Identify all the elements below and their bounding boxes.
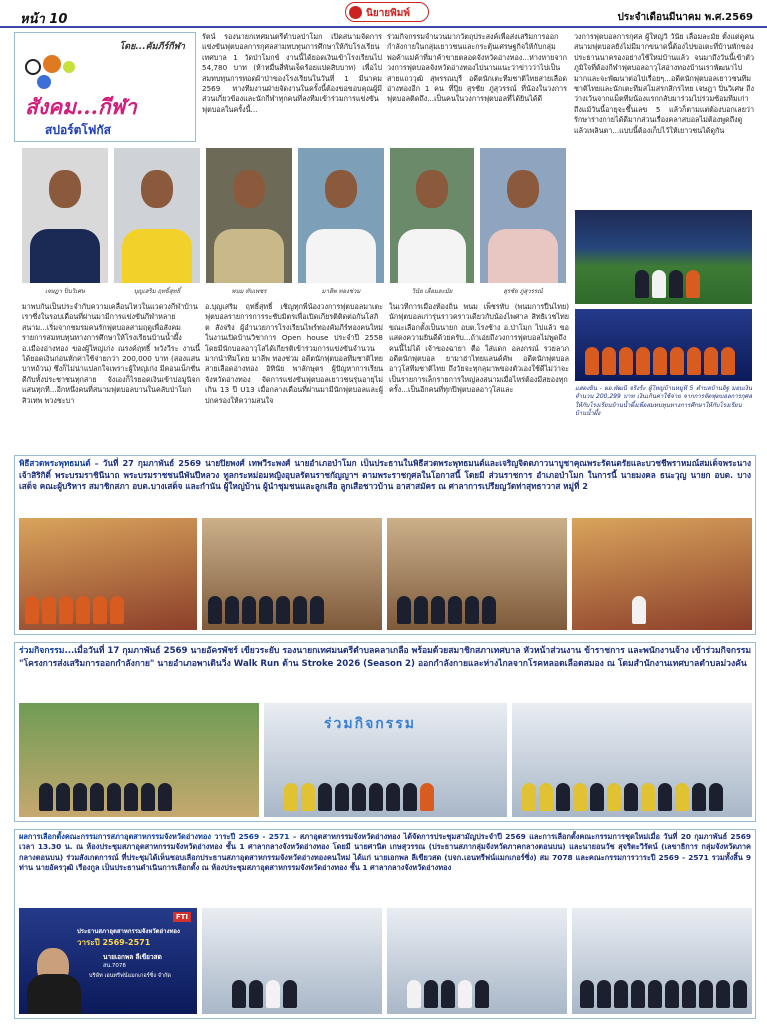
donation-caption: แสดงยิน - ผอ.พัฒนิ์ จริงร้ะ ผู้ใหญ่บ้านหมู่ที่ 5 ตำบลบ้านอิฐ มอบเงินจำนวน 200,299 บาท เงินเกินค่าใช้จ่าย จากการจัดฟุตบอลการกุศลให้กับโรงเรียนบ้านน้ำผึ้งเพื่อสมทบทุนทางการศึกษาให้กับโรงเรียนบ้านน้ำผึ้ง [575,385,752,418]
logo-text: นิยายพิมพ์ [366,8,410,19]
football-icon [25,59,41,75]
donation-photo [575,210,752,304]
portrait-caption: เจษฎา ปิ่นวิเศษ [45,288,85,295]
portrait-caption: บุญเสริม ฤทธิ์สุทธิ์ [133,288,181,295]
news-section-ceremony [14,455,756,635]
portrait-caption: สุรชัย ภู่สุวรรณ์ [503,288,543,295]
article-intro-text: รัตน์ รองนายกเทศมนตรีตำบลป่าโมก เปิดสนามจัดการแข่งขันฟุตบอลการกุศลสามทบทุนการศึกษาให้กับโรงเรียนเทศบาล 1 วัดป่าโมกข์ งานนี้ได้ยอดเงินเข้าโรงเรียนไป 54,780 บาท (ห้าหมื่นสี่พันเจ็ดร้อยแปดสิบบาท) เพื่อไปสมทบทุนการทอดผ้าป่าของโรงเรียนในวันที่ 1 มีนาคม 2569 ทางทีมงานฝ่ายจัดงานในครั้งนี้ต้องขอขอบคุณผู้มีส่วนเกี่ยวข้องและนักกีฬาทุกคนที่ลงทีมเข้าร่วมการแข่งขันฟุตบอลในครั้งนี้... [202,32,382,114]
news-section-election [14,829,756,1019]
walkrun-photo [512,703,752,817]
banner-text: ร่วมกิจกรรม [324,716,417,732]
page-header [0,0,767,28]
section-lead: ร่วมกิจกรรม... [19,646,75,656]
logo-emblem-icon [349,6,362,19]
basketball-icon [43,55,61,73]
portrait-photo [480,148,566,283]
article-column-2: ร่วมกิจกรรมจำนวนมากวัตถุประสงค์เพื่อส่งเสริมการออกกำลังกายในกลุ่มเยาวชนและกระตุ้นเศรษฐกิจให้กับกลุ่มพ่อค้าแม่ค้าที่มาค้าขายตลอดจังหวัดอ่างทอง...ห่างหายจากวงการฟุตบอลจังหวัดอ่างทองไปนานแนะว่าข่าวว่าไปเป็นสายแถววุฒิ สุพรรณบุรี อดีตนักเตะทีมชาติไทยสายเลือดอ่างทองอีก 1 คน ที่ปุ๊ย สุรชัย ภู่สุวรรณ์ ที่น้องในวงการฟุตบอลติดถึง...เป็นคนในวงการฟุตบอลที่ได้ยินได้ดี [387,32,567,104]
issue-date: ประจำเดือนมีนาคม พ.ศ.2569 [617,12,753,23]
section-lead: พิธีสวดพระพุทธมนต์ [19,458,91,468]
page-number: หน้า 10 [20,12,68,27]
article-column-4: มาพบกันเป็นประจำกับความเคลื่อนไหวในแวดวงกีฬาบ้านเราซึ่งในรอบเดือนที่ผ่านมามีการแข่งขันกีฬาหลายสนาม...เริ่มจากชมรมคนรักฟุตบอลสามฤดูเพื่อสังคม รายการสมทบทุนทางการศึกษาให้โรงเรียนบ้านน้ำผึ้ง อ.เมืองอ่างทอง ของผู้ใหญ่เก่ง ณรงค์ฤทธิ์ พวังวีระ งานนี้ได้ยอดเงินก่อนหักค่าใช้จ่ายกว่า 200,000 บาท (สองแสนบาทถ้วน) ซึ่งก็ไม่น่าแปลกใจเพราะผู้ใหญ่เก่ง มีคอนเน็กชั่นดีกับทั้งประชาชนทุกสาย จังเองก็ไรยอดเงินเข้าบ่อมูนิจกแสนทุกที...อีกหนึ่งคนที่สนามฟุตบอลบานในคลับป่าโมก สิวเทพ พวงชะบา [22,302,200,405]
portrait-photo [390,148,474,283]
fti-logo: FTI [173,912,191,922]
section-headline [15,830,755,902]
meeting-photo [202,908,382,1014]
ceremony-photo [387,518,567,630]
article-column-5: อ.บุญเสริม ฤทธิ์สุทธิ์ เชิญทุกพี่น้องวงการฟุตบอลมาเตะฟุตบอลรายการการระชับมิตรเพื่อเปิดเกียรติติดต่อกันโสภิต สังจริง ผู้อำนวยการโรงเรียนไพร์ทองคัมภีร์ทองคนใหม่ ในงานเปิดบ้านวิชาการ Open house ประจำปี 2558 โดยมีนักบอลอาวุโสได้เกียรติเข้าร่วมการแข่งขันจำนวนมากนำทีมโดย มาลีพ ทองช่วม อดีตนักฟุตบอลทีมชาติไทยสายเลือดอ่างทอง อิทินัย พาลักษุตร ผู้ปัญหาการเรียนจังหวัดอ่างทอง จัดการแข่งขันฟุตบอลเยาวชนรุ่นอายุไม่เกิน 13 ปี U13 เมื่อกลางเดือนที่ผ่านมามีนักฟุตบอลและผู้ปกครองให้ความสนใจ [205,302,383,405]
card-title: ประธานสภาอุตสาหกรรมจังหวัดอ่างทอง [77,928,180,935]
column-title: สังคม...กีฬา [25,94,137,119]
card-code: สน.7078 [103,963,126,969]
card-term: วาระปี 2569-2571 [77,938,151,947]
portrait-photo [206,148,292,283]
section-lead: ผลการเลือกตั้งคณะกรรมการสภาอุตสาหกรรมจังหวัดอ่างทอง วาระปี 2569 - 2571 [19,832,290,841]
section-headline [15,456,755,512]
team-photo [575,309,752,381]
section-headline [15,643,755,697]
news-section-walkrun [14,642,756,822]
card-company: บริษัท เอนทรีฟน์แมกเกอร์ซิ่ง จำกัด [89,973,171,979]
sports-icons [23,55,83,95]
portrait-photo [114,148,200,283]
section-text: – สภาอุตสาหกรรมจังหวัดอ่างทอง ได้จัดการประชุมสามัญประจำปี 2569 และการเลือกตั้งคณะกรรมการชุดใหม่เมื่อ วันที่ 20 กุมภาพันธ์ 2569 เวลา 13.30 น. ณ ห้องประชุมสภาอุตสาหกรรมจังหวัดอ่างทอง ชั้น 1 ศาลากลางจังหวัดอ่างทอง โดยมี นายศานิต เกษสุวรรณ (ประธานสภากลุ่มจังหวัดภาคกลางตอนบน) และนายอนวัช สุจริตะวิรัตน์ (เลขาธิการ กลุ่มจังหวัดภาคกลางตอนบน) ร่วมสังเกตการณ์ ที่ประชุมได้เห็นชอบเลือกประธานสภาอุตสาหกรรมจังหวัดอ่างทองคนใหม่ ได้แก่ นายเอกพล ลีเขียวสด (บจก.เอนทรีฟน์แมกเกอร์ซิ่ง) สม 7078 และคณะกรรมการวาระปี 2569 - 2571 รวมทั้งสิ้น 9 ท่าน นายอัครวุฒิ เรืองกูล เป็นประธานดำเนินการเลือกตั้ง ณ ห้องประชุมสภาอุตสาหกรรมจังหวัดอ่างทอง ชั้น 1 ศาลากลางจังหวัดอ่างทอง [19,832,751,873]
card-name: นายเอกพล ลีเขียวสด [103,953,162,961]
article-column-6: ในเวทีการเมืองท้องถิ่น พนม เพ็ชรทับ (พนมการปืนไทย) นักฟุตบอลเก่ารุ่นราวคราวเดียวกับน้องไพศาล สิทธิเวชไทย ขณะเลือกตั้งเป็นนายก อบต.โรงช้าง อ.ป่าโมก ไปแล้ว ขอแสดงความยินดีด้วยครับ...ถ้าเอ่ยถึงวงการฟุตบอลไม่พูดถึงคนนี้ไม่ได้ เจ้าของฉายา ตือ ใส่แดก อลงกรณ์ รวยลาภ อดีตนักฟุตบอล ยามาฮ่าไทยแลนด์คัพ อดีตนักฟุตบอลอาวุโสทีมชาติไทย ถึงวัยจะทุกลุมาพของตัวเองใช้ดีไม่ว่าจะเป็นรายการเล็กรายการใหญ่ลงสนามเมื่อไหร่ต้องมีสยองทุกครั้ง...เป็นอีกคนที่ทุกปีฟุตบอลอาวุโสและ [389,302,569,395]
newspaper-logo [345,2,429,22]
section-text: – วันที่ 27 กุมภาพันธ์ 2569 นายปิยพงศ์ เทพวีระพงศ์ นายอำเภอป่าโมก เป็นประธานในพิธีสวดพระพุทธมนต์และเจริญจิตตภาวนาบูชาคุณพระรัตนตรัยและบวชชีพราหมณ์สมเด็จพระนางเจ้าสิริกิติ์ พระบรมราชินีนาถ พระบรมราชชนนีพันปีหลวง ทูลกระหม่อมหญิงอุบลรัตนราชกัญญาฯ ตามพระราชกุศลในโอกาสนี้ โดยมี ส่วนราชการ อำเภอป่าโมก ในการนี้ นายมงคล ธนะวุญ นายก อบต. บางเสด็จ คณะผู้บริหาร สมาชิกสภา อบต.บางเสด็จ และกำนัน ผู้ใหญ่บ้าน ผู้นำชุมชนและลูกเสือ ลูกเสือชาวบ้าน อาสาสมัคร ณ ศาลาการเปรียญวัดท่าสุทธาวาส หมู่ที่ 2 [19,458,751,491]
group-photo [572,908,752,1014]
meeting-photo [387,908,567,1014]
portrait-photo [22,148,108,283]
walkrun-photo [264,703,507,817]
tennis-ball-icon [63,61,75,73]
column-byline: โดย...คัมภีร์กีฬา [119,42,185,52]
column-subtitle: สปอร์ตโฟกัส [45,123,111,137]
article-column-3: วงการฟุตบอลการกุศล ผู้ใหญ่วิ วันัย เลื่อมละมัย ตั้งแต่ดูคนสนามฟุตบอลยังไม่มีมากขนาดนี้ต้องไปขอเตะที่บ้านพักของประธานนาครองอย่างใช้ใหม่บ้านแล้ว จนมาถึงวันนี้เข้าตัวภูมิใจที่ต้องกีฬาฟุตบอลอาวุโสอ่างทองบ้านเราพัฒนาไปมากและจะพัฒนาต่อไปเรื่อยๆ...อดีตนักฟุตบอลเยาวชนทีมชาติไทยและนักเตะทีมสโมสรกสิกรไทย เจษฎา ปิ่นวิเศษ ถีงว่างเว้นจากแม็ตทีมน้องแรกกลับมาร่วมไปร่วมซ้อมทีมเก่า ถึงแม้วันนี้อายุจะขึ้นเลข 5 แล้วก็ตามแต่ต้องบอกเลยว่ารักษาร่างกายได้ดีมากส่วนเรื่องคลาสบอลไม่ต้องพูดถึงดูแล้วเพลินตา...แบบนี้ต้องเก็บไว้ให้เยาวชนได้ดูกัน [574,32,754,135]
president-card [19,908,197,1014]
ceremony-photo [572,518,752,630]
portrait-caption: พนม ทับเพชร [231,288,267,295]
ceremony-photo [19,518,197,630]
section-text: เมื่อวันที่ 17 กุมภาพันธ์ 2569 นายอัครพัชร์ เขียวระยับ รองนายกเทศมนตรีตำบลคลาเกลือ พร้อมด้วยสมาชิกสภาเทศบาล หัวหน้าส่วนงาน ข้าราชการ และพนักงานจ้าง เข้าร่วมกิจกรรม "โครงการส่งเสริมการออกกำลังกาย" นายอำเภอพาเดินวิ่ง Walk Run ต้าน Stroke 2026 (Season 2) ออกกำลังกายและห่างไกลจากโรคหลอดเลือดสมอง ณ โดมสำนักงานเทศบาลตำบลม่วงคัน [19,646,751,669]
volleyball-icon [37,75,51,89]
portrait-caption: วินัย เลื่อมละมัย [411,288,453,295]
column-banner [14,32,196,142]
portrait-photo [298,148,384,283]
walkrun-photo [19,703,259,817]
ceremony-photo [202,518,382,630]
portrait-caption: มาลีพ ทองช่วม [321,288,361,295]
